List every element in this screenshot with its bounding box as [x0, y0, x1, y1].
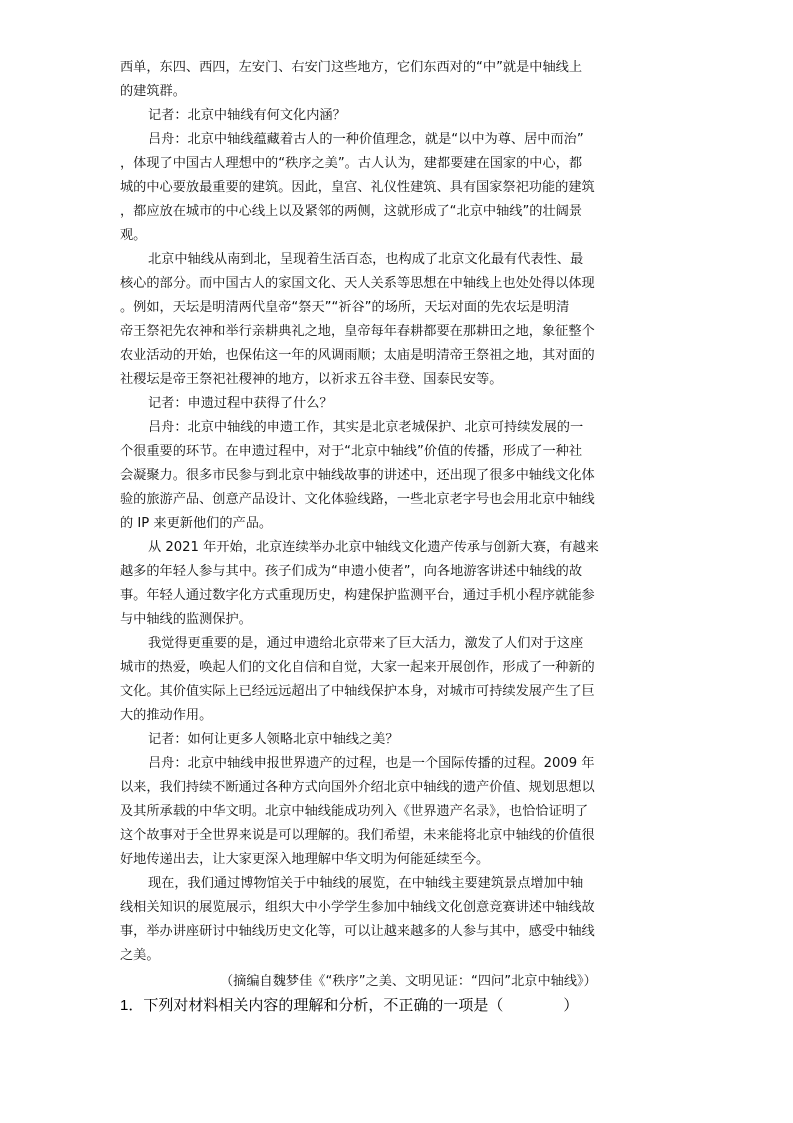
text-line: 我觉得更重要的是，通过申遗给北京带来了巨大活力，激发了人们对于这座 [148, 636, 584, 651]
text-line: 线相关知识的展览展示，组织大中小学学生参加中轴线文化创意竞赛讲述中轴线故 [120, 900, 595, 915]
text-line: 吕舟：北京中轴线的申遗工作，其实是北京老城保护、北京可持续发展的一 [148, 420, 584, 435]
text-line: 个很重要的环节。在申遗过程中，对于“北京中轴线”价值的传播，形成了一种社 [120, 444, 583, 459]
text-line: 会凝聚力。很多市民参与到北京中轴线故事的讲述中，还出现了很多中轴线文化体 [120, 468, 595, 483]
text-line: 之美。 [120, 948, 160, 963]
text-line: 文化。其价值实际上已经远远超出了中轴线保护本身，对城市可持续发展产生了巨 [120, 684, 595, 699]
text-line: 以来，我们持续不断通过各种方式向国外介绍北京中轴线的遗产价值、规划思想以 [120, 780, 595, 795]
text-line: 帝王祭祀先农神和举行亲耕典礼之地，皇帝每年春耕都要在那耕田之地，象征整个 [120, 324, 595, 339]
paragraph [120, 104, 680, 128]
article-body [120, 56, 680, 968]
text-line: 好地传递出去，让大家更深入地理解中华文明为何能延续至今。 [120, 852, 490, 867]
text-line: 大的推动作用。 [120, 708, 213, 723]
text-line: 记者：北京中轴线有何文化内涵？ [148, 108, 346, 123]
paragraph [120, 752, 680, 872]
text-line: 事。年轻人通过数字化方式重现历史，构建保护监测平台，通过手机小程序就能参 [120, 588, 595, 603]
text-line: 农业活动的开始，也保佑这一年的风调雨顺；太庙是明清帝王祭祖之地，其对面的 [120, 348, 595, 363]
source-citation: （摘编自魏梦佳《“秩序”之美、文明见证：“四问”北京中轴线》） [220, 974, 597, 989]
question-1: 1．下列对材料相关内容的理解和分析，不正确的一项是（ ） [120, 997, 579, 1014]
text-line: ，体现了中国古人理想中的“秩序之美”。古人认为，建都要建在国家的中心，都 [120, 156, 583, 171]
paragraph [120, 392, 680, 416]
paragraph [120, 56, 680, 104]
paragraph [120, 536, 680, 632]
text-line: 社稷坛是帝王祭祀社稷神的地方，以祈求五谷丰登、国泰民安等。 [120, 372, 503, 387]
text-line: 记者：申遗过程中获得了什么？ [148, 396, 333, 411]
text-line: 城的中心要放最重要的建筑。因此，皇宫、礼仪性建筑、具有国家祭祀功能的建筑 [120, 180, 595, 195]
text-line: 西单，东四、西四，左安门、右安门这些地方，它们东西对的“中”就是中轴线上 [120, 60, 583, 75]
text-line: 记者：如何让更多人领略北京中轴线之美？ [148, 732, 399, 747]
text-line: 观。 [120, 228, 147, 243]
paragraph [120, 128, 680, 248]
text-line: 核心的部分。而中国古人的家国文化、天人关系等思想在中轴线上也处处得以体现 [120, 276, 595, 291]
text-line: 越多的年轻人参与其中。孩子们成为“申遗小使者”，向各地游客讲述中轴线的故 [120, 564, 583, 579]
text-line: 及其所承载的中华文明。北京中轴线能成功列入《世界遗产名录》，也恰恰证明了 [120, 804, 589, 819]
paragraph [120, 632, 680, 728]
text-line: 。例如，天坛是明清两代皇帝“祭天”“祈谷”的场所，天坛对面的先农坛是明清 [120, 300, 570, 315]
text-line: 的建筑群。 [120, 84, 186, 99]
text-line: 城市的热爱，唤起人们的文化自信和自觉，大家一起来开展创作，形成了一种新的 [120, 660, 595, 675]
paragraph [120, 728, 680, 752]
paragraph [120, 248, 680, 392]
text-line: ，都应放在城市的中心线上以及紧邻的两侧，这就形成了“北京中轴线”的壮阔景 [120, 204, 583, 219]
document-page [120, 56, 680, 1018]
text-line: 验的旅游产品、创意产品设计、文化体验线路，一些北京老字号也会用北京中轴线 [120, 492, 595, 507]
text-line: 的 IP 来更新他们的产品。 [120, 516, 273, 531]
paragraph [120, 416, 680, 536]
text-line: 吕舟：北京中轴线申报世界遗产的过程，也是一个国际传播的过程。2009 年 [148, 756, 595, 771]
text-line: 事，举办讲座研讨中轴线历史文化等，可以让越来越多的人参与其中，感受中轴线 [120, 924, 595, 939]
paragraph [120, 872, 680, 968]
text-line: 现在，我们通过博物馆关于中轴线的展览，在中轴线主要建筑景点增加中轴 [148, 876, 584, 891]
text-line: 与中轴线的监测保护。 [120, 612, 252, 627]
text-line: 北京中轴线从南到北，呈现着生活百态，也构成了北京文化最有代表性、最 [148, 252, 584, 267]
text-line: 吕舟：北京中轴线蕴藏着古人的一种价值理念，就是“以中为尊、居中而治” [148, 132, 584, 147]
text-line: 从 2021 年开始，北京连续举办北京中轴线文化遗产传承与创新大赛，有越来 [148, 540, 599, 555]
text-line: 这个故事对于全世界来说是可以理解的。我们希望，未来能将北京中轴线的价值很 [120, 828, 595, 843]
